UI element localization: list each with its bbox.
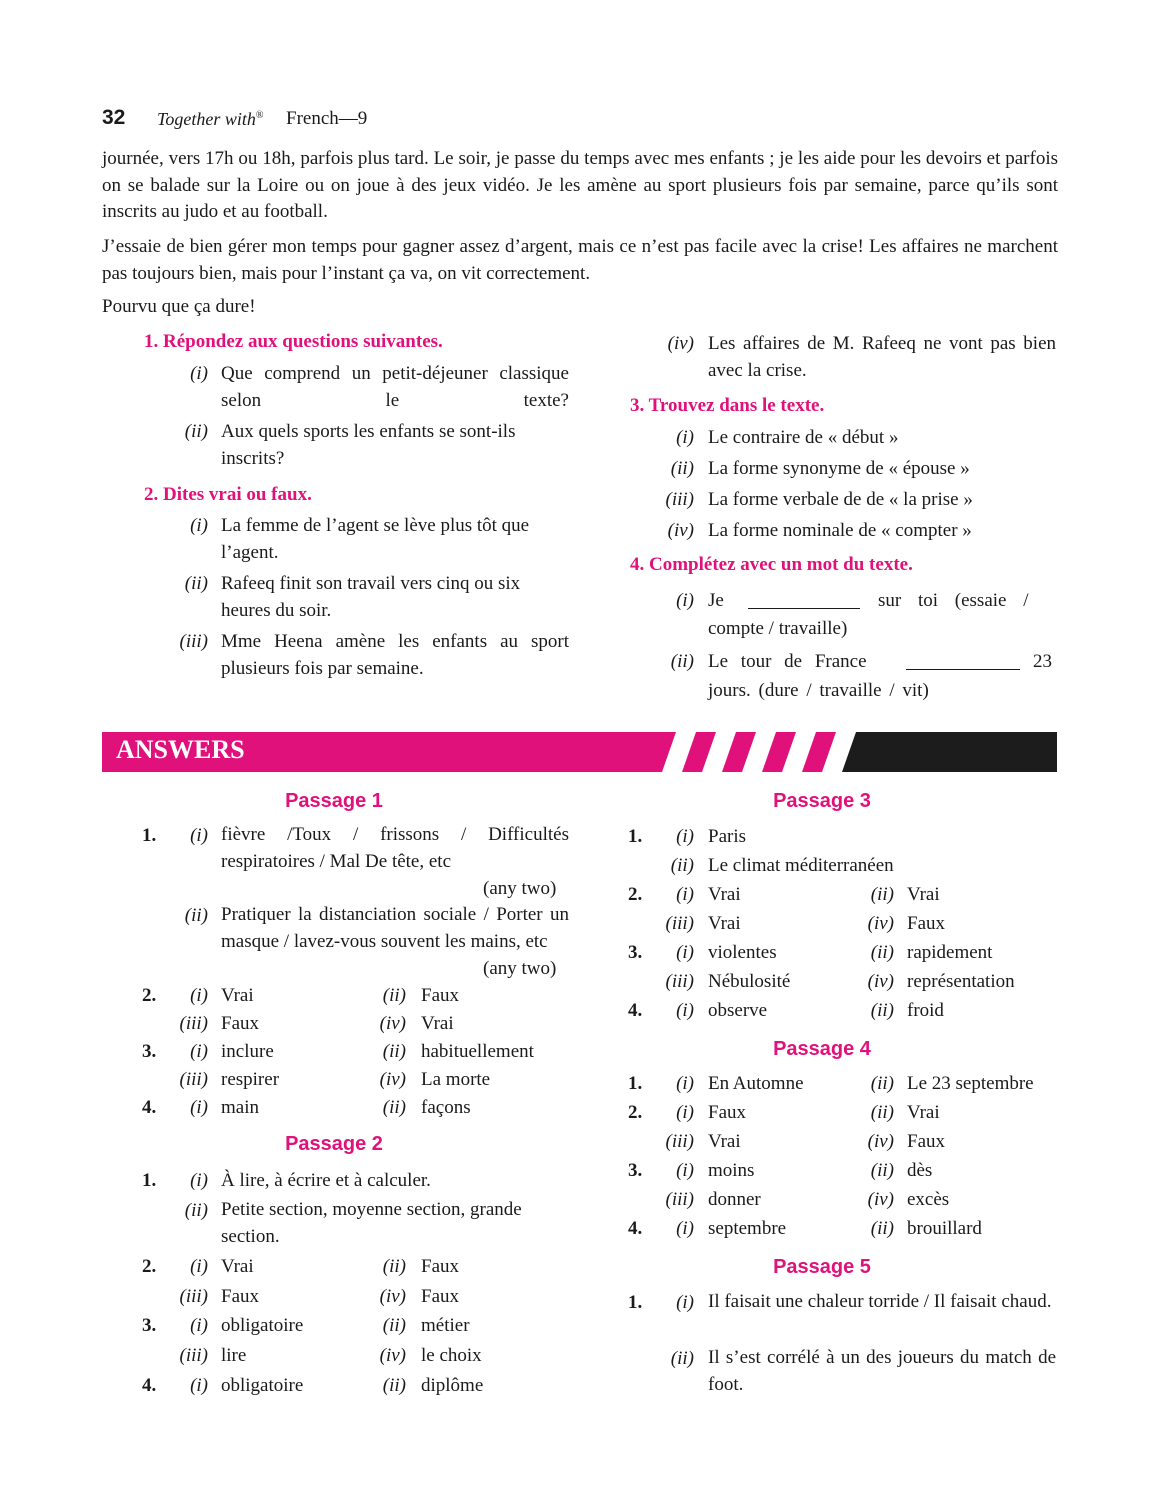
answer-text: excès xyxy=(907,1189,950,1210)
question-number: (ii) xyxy=(670,458,694,479)
answer-sub-number: (i) xyxy=(676,884,694,905)
answer-text: Vrai xyxy=(221,1256,254,1277)
answer-sub-number: (iii) xyxy=(665,913,694,934)
answer-sub-number: (ii) xyxy=(382,1375,406,1396)
answer-sub-number: (i) xyxy=(190,1256,208,1277)
fill-in-text: jours. (dure / travaille / vit) xyxy=(708,680,929,701)
answer-sub-number: (i) xyxy=(190,825,208,846)
answer-text: Vrai xyxy=(708,1131,741,1152)
answer-number: 2. xyxy=(628,1102,643,1123)
answer-text: habituellement xyxy=(421,1041,534,1062)
answer-sub-number: (ii) xyxy=(382,985,406,1006)
answer-sub-number: (ii) xyxy=(670,1348,694,1369)
answer-sub-number: (i) xyxy=(676,1292,694,1313)
passage-paragraph-1: journée, vers 17h ou 18h, parfois plus tard. Le soir, je passe du temps avec mes enfants ; je les aide pour les devoirs et parfois on se balade sur la Loire ou on joue à des jeux vidéo. Je les amène au sport plusieurs fois par semaine, parce qu’ils sont inscrits au judo et au football. xyxy=(102,148,1058,222)
answer-number: 3. xyxy=(628,942,643,963)
answer-text: obligatoire xyxy=(221,1315,304,1336)
answer-number: 4. xyxy=(142,1375,157,1396)
passage-1-title: Passage 1 xyxy=(285,790,383,812)
fill-in-text: compte / travaille) xyxy=(708,618,848,639)
answer-sub-number: (i) xyxy=(190,1097,208,1118)
answer-text: observe xyxy=(708,1000,768,1021)
question-text: La femme de l’agent se lève plus tôt que l’agent. xyxy=(221,515,530,563)
question-text: La forme verbale de de « la prise » xyxy=(708,489,973,510)
answer-text: Faux xyxy=(221,1013,259,1034)
answer-sub-number: (i) xyxy=(190,1315,208,1336)
answer-sub-number: (iii) xyxy=(179,1345,208,1366)
answer-sub-number: (ii) xyxy=(382,1315,406,1336)
answer-sub-number: (iii) xyxy=(179,1013,208,1034)
answer-note: (any two) xyxy=(483,878,557,899)
answer-note: (any two) xyxy=(483,958,557,979)
answer-number: 4. xyxy=(142,1097,157,1118)
answer-sub-number: (i) xyxy=(190,985,208,1006)
question-number: (iii) xyxy=(665,489,694,510)
question-3-title: 3. Trouvez dans le texte. xyxy=(630,395,825,416)
banner-stripe xyxy=(682,732,716,772)
question-text: Que comprend un petit-déjeuner classique selon le texte? xyxy=(221,363,569,411)
question-number: (iii) xyxy=(179,631,208,652)
fill-in-text: Je xyxy=(708,590,724,611)
answer-text: moins xyxy=(708,1160,755,1181)
answer-text: Faux xyxy=(421,1286,459,1307)
answer-text: Vrai xyxy=(708,884,741,905)
passage-paragraph-3: Pourvu que ça dure! xyxy=(102,296,256,317)
answer-number: 1. xyxy=(628,1073,643,1094)
answer-sub-number: (iv) xyxy=(379,1013,406,1034)
answer-sub-number: (iv) xyxy=(867,1131,894,1152)
banner-stripe xyxy=(722,732,756,772)
answer-text: septembre xyxy=(708,1218,787,1239)
answer-sub-number: (i) xyxy=(676,1000,694,1021)
answer-sub-number: (ii) xyxy=(870,1000,894,1021)
fill-in-text: Le tour de France xyxy=(708,651,867,672)
question-number: (ii) xyxy=(184,421,208,442)
answer-sub-number: (i) xyxy=(676,826,694,847)
answer-sub-number: (iii) xyxy=(665,971,694,992)
answers-heading: ANSWERS xyxy=(116,735,245,764)
answer-sub-number: (ii) xyxy=(184,905,208,926)
question-text: Aux quels sports les enfants se sont-ils inscrits? xyxy=(221,421,516,469)
answer-number: 3. xyxy=(142,1041,157,1062)
answer-text: En Automne xyxy=(708,1073,804,1094)
question-1-title: 1. Répondez aux questions suivantes. xyxy=(144,331,443,352)
fill-in-blank xyxy=(906,669,1020,670)
answer-text: Faux xyxy=(221,1286,259,1307)
question-number: (iv) xyxy=(667,520,694,541)
answer-number: 1. xyxy=(628,1292,643,1313)
answer-sub-number: (i) xyxy=(190,1041,208,1062)
answer-text: Petite section, moyenne section, grande section. xyxy=(221,1199,522,1247)
answer-sub-number: (i) xyxy=(676,1102,694,1123)
answer-sub-number: (ii) xyxy=(870,884,894,905)
registered-mark: ® xyxy=(255,110,264,121)
answer-text: diplôme xyxy=(421,1375,484,1396)
passage-2-title: Passage 2 xyxy=(285,1133,383,1155)
answer-sub-number: (iv) xyxy=(867,971,894,992)
answer-number: 1. xyxy=(142,1170,157,1191)
answer-sub-number: (iv) xyxy=(379,1286,406,1307)
answer-sub-number: (iv) xyxy=(379,1345,406,1366)
question-number: (ii) xyxy=(670,651,694,672)
answer-text: métier xyxy=(421,1315,470,1336)
answer-number: 4. xyxy=(628,1218,643,1239)
answer-sub-number: (i) xyxy=(676,942,694,963)
answer-sub-number: (iv) xyxy=(867,1189,894,1210)
answer-text: donner xyxy=(708,1189,761,1210)
question-number: (ii) xyxy=(184,573,208,594)
answer-sub-number: (iii) xyxy=(179,1286,208,1307)
answer-text: façons xyxy=(421,1097,471,1118)
answer-sub-number: (ii) xyxy=(382,1097,406,1118)
answer-sub-number: (iv) xyxy=(379,1069,406,1090)
answer-text: Faux xyxy=(907,913,945,934)
answer-text: Le 23 septembre xyxy=(907,1073,1034,1094)
answer-text: Vrai xyxy=(421,1013,454,1034)
answer-sub-number: (ii) xyxy=(670,855,694,876)
answer-text: lire xyxy=(221,1345,247,1366)
banner-dark-bar xyxy=(842,732,1057,772)
answer-text: Vrai xyxy=(221,985,254,1006)
answer-text: Le climat méditerranéen xyxy=(708,855,894,876)
fill-in-text: sur toi (essaie / xyxy=(878,590,1029,611)
series-title: Together with® xyxy=(157,109,264,129)
question-text: Les affaires de M. Rafeeq ne vont pas bien avec la crise. xyxy=(708,333,1056,381)
question-4-title: 4. Complétez avec un mot du texte. xyxy=(630,554,913,575)
answer-text: Faux xyxy=(421,1256,459,1277)
answer-sub-number: (ii) xyxy=(382,1256,406,1277)
answer-text: rapidement xyxy=(907,942,993,963)
answer-sub-number: (iii) xyxy=(179,1069,208,1090)
question-number: (iv) xyxy=(667,333,694,354)
answer-sub-number: (i) xyxy=(676,1218,694,1239)
passage-3-title: Passage 3 xyxy=(773,790,871,812)
question-number: (i) xyxy=(676,427,694,448)
banner-stripe xyxy=(802,732,836,772)
answer-number: 3. xyxy=(142,1315,157,1336)
answer-text: Vrai xyxy=(907,884,940,905)
answer-text: fièvre /Toux / frissons / Difficultés respiratoires / Mal De tête, etc xyxy=(221,824,569,872)
answer-number: 4. xyxy=(628,1000,643,1021)
passage-4-title: Passage 4 xyxy=(773,1038,871,1060)
answer-text: Faux xyxy=(421,985,459,1006)
banner-stripe xyxy=(762,732,796,772)
answer-text: Vrai xyxy=(708,913,741,934)
answer-text: représentation xyxy=(907,971,1015,992)
question-text: La forme nominale de « compter » xyxy=(708,520,972,541)
fill-in-text: 23 xyxy=(1033,651,1052,672)
subject-title: French—9 xyxy=(286,108,368,129)
answer-sub-number: (ii) xyxy=(870,1102,894,1123)
answer-text: main xyxy=(221,1097,259,1118)
answer-number: 2. xyxy=(628,884,643,905)
answer-text: respirer xyxy=(221,1069,280,1090)
answer-sub-number: (ii) xyxy=(184,1200,208,1221)
answer-number: 2. xyxy=(142,985,157,1006)
fill-in-blank xyxy=(748,608,860,609)
question-2-title: 2. Dites vrai ou faux. xyxy=(144,484,312,505)
answer-sub-number: (iv) xyxy=(867,913,894,934)
answer-sub-number: (ii) xyxy=(382,1041,406,1062)
answer-text: brouillard xyxy=(907,1218,982,1239)
answer-text: Faux xyxy=(907,1131,945,1152)
question-number: (i) xyxy=(676,590,694,611)
answer-sub-number: (i) xyxy=(190,1170,208,1191)
answer-sub-number: (iii) xyxy=(665,1189,694,1210)
answers-banner xyxy=(102,732,1057,772)
answer-text: Il s’est corrélé à un des joueurs du match de foot. xyxy=(708,1347,1056,1395)
answer-sub-number: (i) xyxy=(676,1073,694,1094)
question-text: Mme Heena amène les enfants au sport plusieurs fois par semaine. xyxy=(221,631,569,679)
answer-text: Faux xyxy=(708,1102,746,1123)
question-text: Le contraire de « début » xyxy=(708,427,899,448)
answer-text: Il faisait une chaleur torride / Il faisait chaud. xyxy=(708,1291,1052,1312)
answer-text: La morte xyxy=(421,1069,491,1090)
passage-5-title: Passage 5 xyxy=(773,1256,871,1278)
answer-number: 3. xyxy=(628,1160,643,1181)
answer-text: froid xyxy=(907,1000,944,1021)
page-header xyxy=(102,106,1062,136)
answer-text: obligatoire xyxy=(221,1375,304,1396)
question-text: La forme synonyme de « épouse » xyxy=(708,458,970,479)
answer-number: 1. xyxy=(142,825,157,846)
answer-number: 2. xyxy=(142,1256,157,1277)
question-number: (i) xyxy=(190,363,208,384)
page-number: 32 xyxy=(102,106,126,129)
answer-sub-number: (ii) xyxy=(870,1073,894,1094)
answer-sub-number: (i) xyxy=(676,1160,694,1181)
answer-sub-number: (ii) xyxy=(870,942,894,963)
answer-sub-number: (i) xyxy=(190,1375,208,1396)
answer-text: Paris xyxy=(708,826,746,847)
answer-text: Vrai xyxy=(907,1102,940,1123)
answer-text: le choix xyxy=(421,1345,482,1366)
answer-text: Nébulosité xyxy=(708,971,791,992)
answer-text: violentes xyxy=(708,942,777,963)
answer-text: À lire, à écrire et à calculer. xyxy=(221,1170,431,1191)
question-number: (i) xyxy=(190,515,208,536)
answer-sub-number: (iii) xyxy=(665,1131,694,1152)
answer-sub-number: (ii) xyxy=(870,1160,894,1181)
answer-number: 1. xyxy=(628,826,643,847)
answer-text: inclure xyxy=(221,1041,274,1062)
answer-text: dès xyxy=(907,1160,933,1181)
question-text: Rafeeq finit son travail vers cinq ou six heures du soir. xyxy=(221,573,521,621)
passage-paragraph-2: J’essaie de bien gérer mon temps pour gagner assez d’argent, mais ce n’est pas facile avec la crise! Les affaires ne marchent pas toujours bien, mais pour l’instant ça va, on vit correctement. xyxy=(102,236,1058,284)
answer-sub-number: (ii) xyxy=(870,1218,894,1239)
answer-text: Pratiquer la distanciation sociale / Porter un masque / lavez-vous souvent les mains, etc xyxy=(221,904,569,952)
